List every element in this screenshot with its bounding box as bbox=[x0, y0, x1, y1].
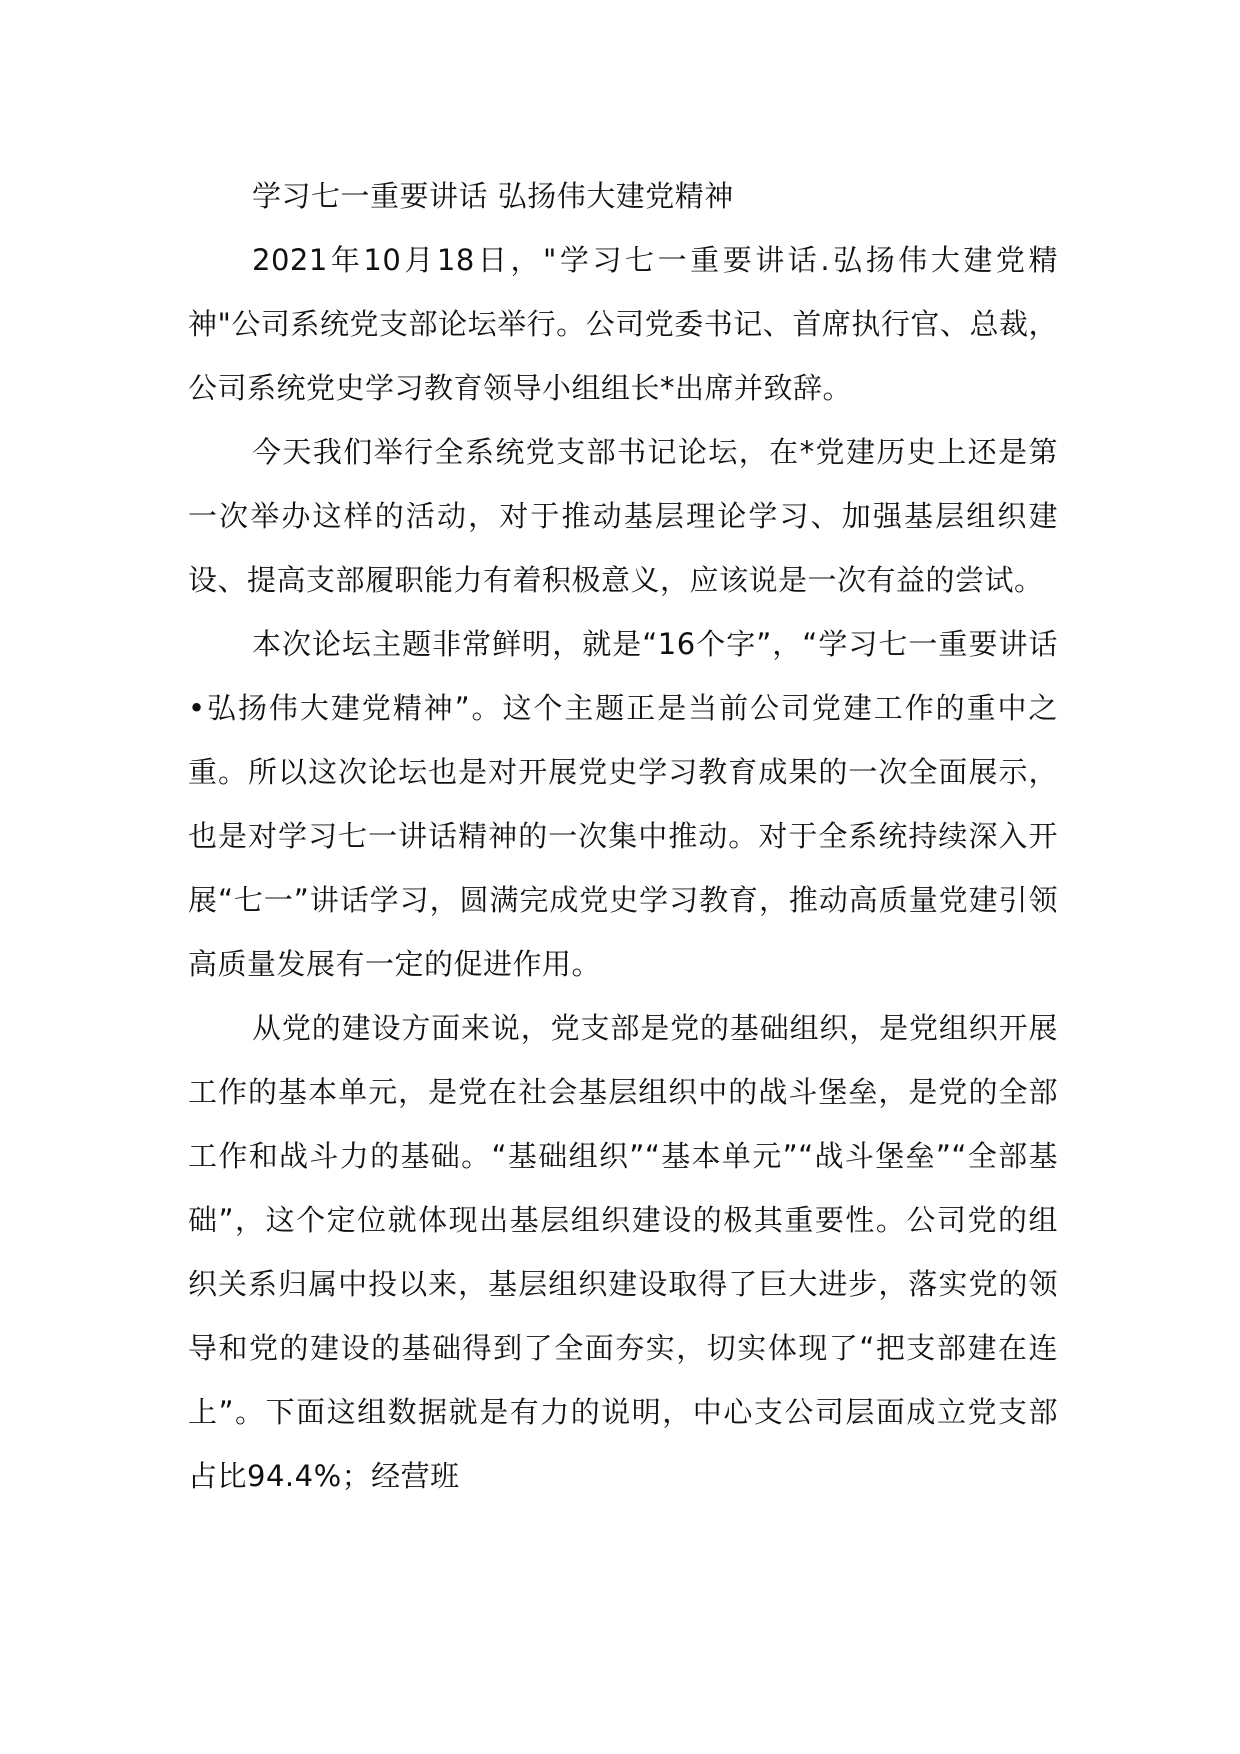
paragraph-2: 今天我们举行全系统党支部书记论坛，在*党建历史上还是第一次举办这样的活动，对于推动基层理论学习、加强基层组织建设、提高支部履职能力有着积极意义，应该说是一次有益的尝试。 bbox=[188, 435, 1058, 597]
document-page bbox=[188, 164, 1058, 1508]
paragraph-4: 从党的建设方面来说，党支部是党的基础组织，是党组织开展工作的基本单元，是党在社会基层组织中的战斗堡垒，是党的全部工作和战斗力的基础。“基础组织”“基本单元”“战斗堡垒”“全部基础”，这个定位就体现出基层组织建设的极其重要性。公司党的组织关系归属中投以来，基层组织建设取得了巨大进步，落实党的领导和党的建设的基础得到了全面夯实，切实体现了“把支部建在连上”。下面这组数据就是有力的说明，中心支公司层面成立党支部占比94.4%；经营班 bbox=[188, 1011, 1058, 1493]
document-title: 学习七一重要讲话 弘扬伟大建党精神 bbox=[252, 179, 734, 213]
paragraph-1: 2021年10月18日，"学习七一重要讲话.弘扬伟大建党精神"公司系统党支部论坛举行。公司党委书记、首席执行官、总裁，公司系统党史学习教育领导小组组长*出席并致辞。 bbox=[188, 243, 1058, 405]
paragraph-3: 本次论坛主题非常鲜明，就是“16个字”，“学习七一重要讲话•弘扬伟大建党精神”。这个主题正是当前公司党建工作的重中之重。所以这次论坛也是对开展党史学习教育成果的一次全面展示，也是对学习七一讲话精神的一次集中推动。对于全系统持续深入开展“七一”讲话学习，圆满完成党史学习教育，推动高质量党建引领高质量发展有一定的促进作用。 bbox=[188, 627, 1058, 981]
